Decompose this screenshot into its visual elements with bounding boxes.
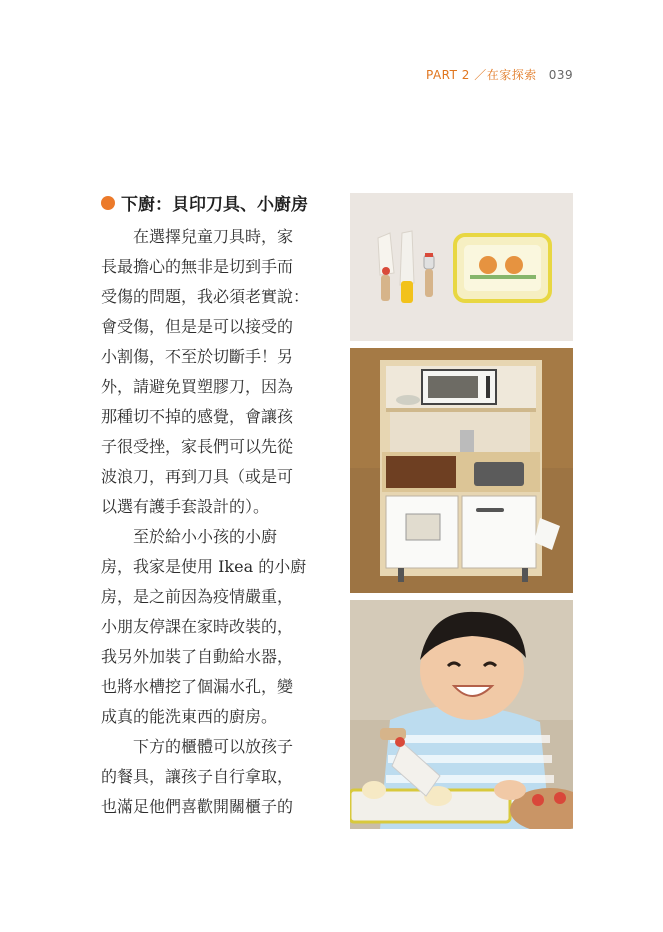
body-text	[101, 222, 327, 822]
body-line: 會受傷，但是是可以接受的	[101, 317, 294, 336]
body-line: 小朋友停課在家時改裝的，	[101, 617, 294, 636]
body-line: 房，我家是使用 Ikea 的小廚	[101, 557, 307, 576]
part-label: PART 2 ／在家探索	[426, 68, 537, 82]
body-line: 下方的櫃體可以放孩子	[133, 737, 294, 756]
body-line: 成真的能洗東西的廚房。	[101, 707, 278, 726]
body-line: 外，請避免買塑膠刀，因為	[101, 377, 294, 396]
body-line: 那種切不掉的感覺，會讓孩	[101, 407, 294, 426]
body-line: 我另外加裝了自動給水器，	[101, 647, 294, 666]
orange-bullet-icon	[101, 196, 115, 210]
running-header	[426, 66, 573, 83]
body-line: 波浪刀，再到刀具（或是可	[101, 467, 294, 486]
body-line: 至於給小小孩的小廚	[133, 527, 278, 546]
page-number: 039	[548, 68, 574, 82]
body-line: 也滿足他們喜歡開關櫃子的	[101, 797, 294, 816]
body-line: 長最擔心的無非是切到手而	[101, 257, 294, 276]
photo-toy-kitchen	[350, 348, 573, 593]
body-line: 在選擇兒童刀具時，家	[133, 227, 294, 246]
body-line: 房，是之前因為疫情嚴重，	[101, 587, 294, 606]
body-line: 以選有護手套設計的）。	[101, 497, 270, 516]
photo-knives-and-cutting-board	[350, 193, 573, 341]
body-line: 小割傷，不至於切斷手！另	[101, 347, 294, 366]
body-line: 子很受挫，家長們可以先從	[101, 437, 294, 456]
photo-child-cutting-banana	[350, 600, 573, 829]
section-title	[101, 190, 308, 215]
body-line: 的餐具，讓孩子自行拿取，	[101, 767, 294, 786]
body-line: 受傷的問題，我必須老實說：	[101, 287, 310, 306]
section-title-text: 下廚：貝印刀具、小廚房	[121, 195, 308, 215]
body-line: 也將水槽挖了個漏水孔，變	[101, 677, 294, 696]
